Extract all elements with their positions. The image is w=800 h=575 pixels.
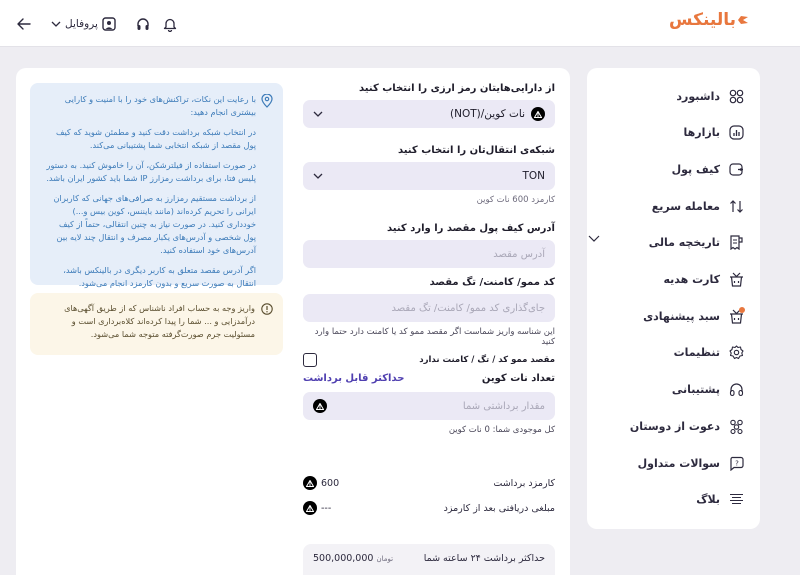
received-row [303,501,555,515]
invite-icon [728,418,744,434]
wallet-icon [728,161,744,177]
faq-icon [728,455,744,471]
no-memo-label: مقصد ممو کد / تگ / کامنت ندارد [419,355,555,365]
memo-label: کد ممو/ کامنت/ تگ مقصد [429,277,555,288]
location-pin-icon [261,94,273,108]
sidebar-item-label: داشبورد [676,89,720,103]
dashboard-icon [728,88,744,104]
sidebar-item-label: تنظیمات [673,345,720,359]
fee-value: 600 [321,477,340,489]
svg-text:?: ? [734,459,739,467]
sidebar-item-faq[interactable] [602,452,744,474]
sidebar-item-label: کارت هدیه [663,272,720,286]
fee-row [303,476,555,490]
daily-limit-box [303,544,555,575]
sidebar-item-blog[interactable] [602,488,744,510]
amount-section [303,373,555,435]
sidebar-item-markets[interactable] [602,121,744,143]
headset-icon [136,17,150,31]
bell-icon [163,17,177,32]
fee-label: کارمزد برداشت [493,477,555,489]
asset-value: نات کوین/(NOT) [450,108,525,120]
sidebar-item-dashboard[interactable] [602,85,744,107]
chevron-down-icon [51,21,61,27]
chevron-down-icon [313,173,323,179]
notcoin-icon [531,107,545,121]
notcoin-icon [303,476,317,490]
profile-label: پروفایل [65,18,98,30]
notcoin-icon [313,399,327,413]
scam-warning-box [30,293,283,355]
amount-placeholder: مقدار برداشتی شما [462,400,545,412]
basket-icon [728,308,744,324]
memo-hint: این شناسه واریز شماست اگر مقصد ممو کد یا کامنت دارد حتما وارد کنید [314,327,555,347]
daily-limit-label: حداکثر برداشت ۲۴ ساعته شما [423,553,545,564]
profile-menu-button[interactable] [51,17,116,31]
notcoin-icon [303,501,317,515]
info-paragraph: در انتخاب شبکه برداشت دقت کنید و مطمئن شوید که کیف پول مقصد از شبکه انتخابی شما پشتیبانی می‌کند. [55,127,256,150]
address-placeholder: آدرس مقصد [493,248,545,260]
headset-icon [728,381,744,397]
sidebar-item-financial-history[interactable] [602,231,744,253]
info-tips-box [30,83,283,288]
logo-text: بالینکس [669,10,736,30]
memo-section [303,277,555,367]
sidebar-item-label: سوالات متداول [637,456,720,470]
max-withdraw-link[interactable]: حداکثر قابل برداشت [303,373,405,384]
address-input[interactable] [303,240,555,268]
memo-input[interactable] [303,294,555,322]
sidebar-item-wallet[interactable] [602,158,744,180]
gear-icon [728,344,744,360]
logo[interactable] [669,10,748,30]
asset-label: از دارایی‌هایتان رمز ارزی را انتخاب کنید [359,83,555,94]
sidebar-item-label: پشتیبانی [671,382,720,396]
info-paragraph: در صورت استفاده از فیلترشکن، آن را خاموش کنید. به دستور پلیس فتا، برای برداشت رمزارز IP شما باید کشور ایران باشد. [46,160,256,183]
sidebar-item-settings[interactable] [602,341,744,363]
received-value: --- [321,502,332,514]
profile-icon [102,17,116,31]
receipt-icon [728,234,744,250]
sidebar-item-label: سبد پیشنهادی [643,309,720,323]
address-label: آدرس کیف پول مقصد را وارد کنید [386,223,555,234]
received-label: مبلغی دریافتی بعد از کارمزد [443,502,555,514]
sidebar-item-suggested-basket[interactable] [602,305,744,327]
info-intro: با رعایت این نکات، تراکنش‌های خود را با امنیت و کارایی بیشتری انجام دهید: [64,94,256,117]
sidebar-item-label: بازارها [683,125,720,139]
sidebar-item-support[interactable] [602,378,744,400]
network-section [303,145,555,205]
withdraw-panel [16,68,570,575]
sidebar-item-label: دعوت از دوستان [629,419,720,433]
address-section [303,223,555,268]
back-arrow-icon [17,18,31,30]
memo-placeholder: جای‌گذاری کد ممو/ کامنت/ تگ مقصد [391,302,545,314]
back-button[interactable] [14,18,34,30]
sidebar-item-gift-card[interactable] [602,268,744,290]
chevron-down-icon[interactable] [588,235,600,242]
amount-input[interactable] [303,392,555,420]
network-label: شبکه‌ی انتقال‌تان را انتخاب کنید [397,145,555,156]
support-button[interactable] [136,17,150,31]
chevron-down-icon [313,111,323,117]
sidebar-item-label: تاریخچه مالی [648,235,720,249]
daily-limit-value: 500,000,000 [313,553,374,564]
balance-text: کل موجودی شما: 0 نات کوین [448,425,555,435]
info-paragraph: اگر آدرس مقصد متعلق به کاربر دیگری در بالینکس باشد، انتقال به صورت سریع و بدون کارمزد انجام می‌شود. [63,265,256,288]
top-header [0,0,800,47]
asset-select[interactable] [303,100,555,128]
sidebar-item-label: معامله سریع [651,199,720,213]
notification-dot [739,307,745,313]
swap-icon [728,198,744,214]
no-memo-checkbox[interactable] [303,353,317,367]
sidebar-item-quick-trade[interactable] [602,195,744,217]
toman-unit: تومان [376,554,394,563]
network-fee-hint: کارمزد 600 نات کوین [476,195,555,205]
warning-text: واریز وجه به حساب افراد ناشناس که از طریق آگهی‌های درآمدزایی و ... شما را پیدا کرده‌اند کلاه‌برداری است و مسئولیت جرم صورت‌گرفته متوجه شما می‌شود. [64,303,255,339]
logo-mark-icon [738,16,748,24]
sidebar-item-label: بلاگ [696,492,720,506]
gift-icon [728,271,744,287]
markets-icon [728,124,744,140]
sidebar [587,68,760,529]
notifications-button[interactable] [163,17,177,32]
sidebar-item-invite-friends[interactable] [602,415,744,437]
warning-circle-icon [261,303,273,315]
amount-label: تعداد نات کوین [481,373,555,384]
network-value: TON [522,170,545,182]
asset-section [303,83,555,128]
sidebar-item-label: کیف پول [671,162,720,176]
info-paragraph: از برداشت مستقیم رمزارز به صرافی‌های جهانی که کاربران ایرانی را تحریم کرده‌اند (مانند بایننس، کوین بیس و...) خودداری کنید. در صورت نیاز به چنین انتقالی، حتماً از کیف پول شخصی و آدرس‌های یکبار مصرف و انتقال چند لایه بین آدرس‌های خود استفاده کنید. [53,193,256,255]
blog-icon [728,491,744,507]
network-select[interactable] [303,162,555,190]
